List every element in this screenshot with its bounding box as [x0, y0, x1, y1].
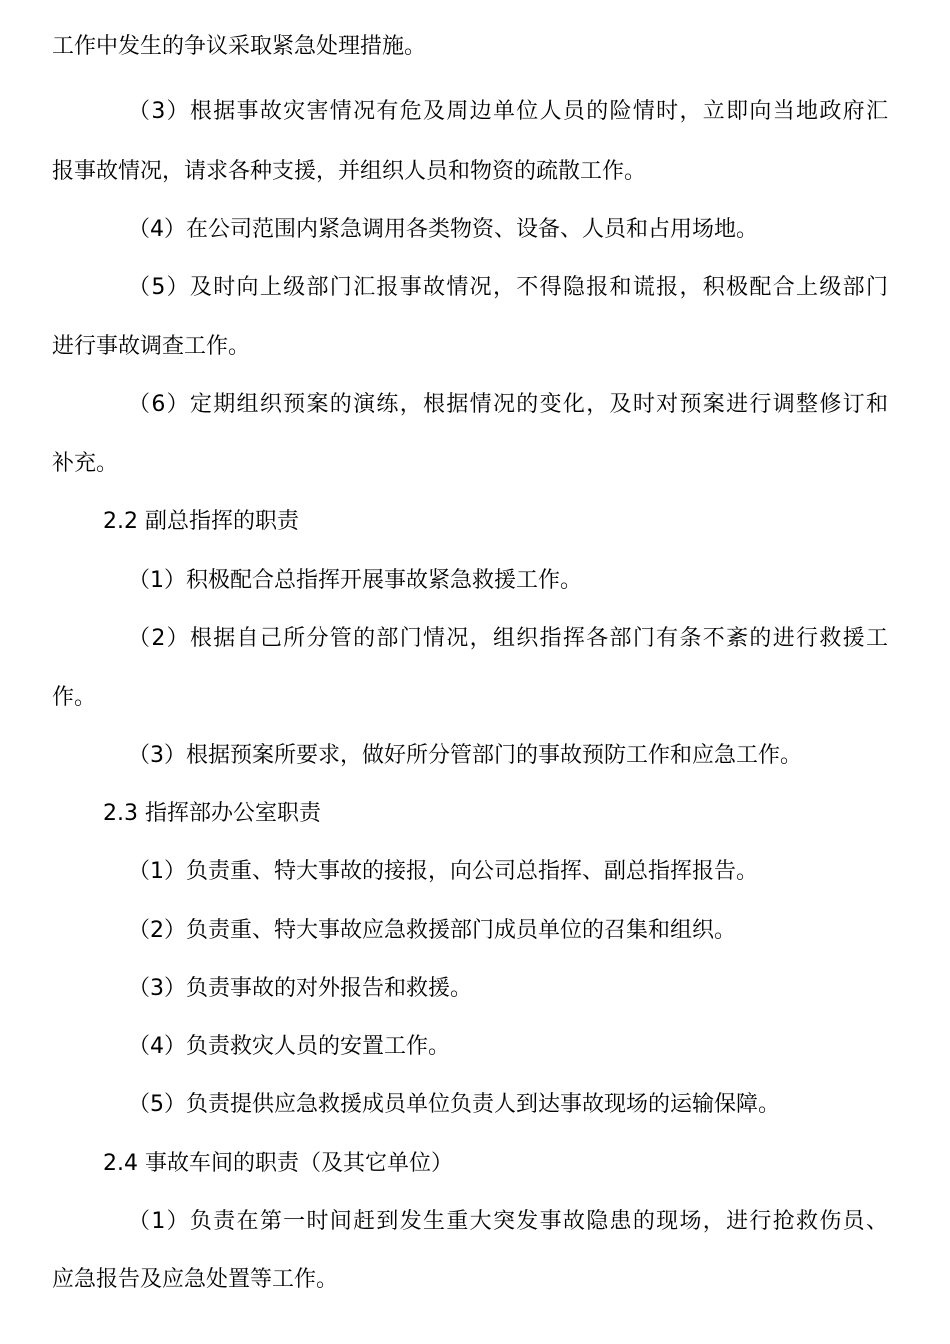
- paragraph-line: （1）负责在第一时间赶到发生重大突发事故隐患的现场，进行抢救伤员、: [128, 1209, 888, 1234]
- paragraph-line: 作。: [52, 685, 97, 710]
- paragraph-line: （3）根据事故灾害情况有危及周边单位人员的险情时，立即向当地政府汇: [128, 99, 888, 124]
- paragraph-line: （2）负责重、特大事故应急救援部门成员单位的召集和组织。: [128, 918, 736, 943]
- paragraph-line: （4）在公司范围内紧急调用各类物资、设备、人员和占用场地。: [128, 217, 758, 242]
- section-heading: 2.4 事故车间的职责（及其它单位）: [103, 1151, 453, 1176]
- paragraph-line: 报事故情况，请求各种支援，并组织人员和物资的疏散工作。: [52, 159, 647, 184]
- paragraph-line: （3）根据预案所要求，做好所分管部门的事故预防工作和应急工作。: [128, 743, 802, 768]
- paragraph-line: （6）定期组织预案的演练，根据情况的变化，及时对预案进行调整修订和: [128, 392, 888, 417]
- paragraph-line: （1）负责重、特大事故的接报，向公司总指挥、副总指挥报告。: [128, 859, 758, 884]
- section-heading: 2.3 指挥部办公室职责: [103, 801, 321, 826]
- paragraph-line: （2）根据自己所分管的部门情况，组织指挥各部门有条不紊的进行救援工: [128, 626, 888, 651]
- paragraph-line: 工作中发生的争议采取紧急处理措施。: [52, 34, 427, 59]
- paragraph-line: 进行事故调查工作。: [52, 334, 251, 359]
- paragraph-line: （3）负责事故的对外报告和救援。: [128, 976, 472, 1001]
- paragraph-line: （1）积极配合总指挥开展事故紧急救援工作。: [128, 568, 582, 593]
- paragraph-line: 应急报告及应急处置等工作。: [52, 1267, 339, 1292]
- section-heading: 2.2 副总指挥的职责: [103, 509, 299, 534]
- paragraph-line: 补充。: [52, 451, 119, 476]
- paragraph-line: （5）负责提供应急救援成员单位负责人到达事故现场的运输保障。: [128, 1092, 780, 1117]
- paragraph-line: （5）及时向上级部门汇报事故情况，不得隐报和谎报，积极配合上级部门: [128, 275, 888, 300]
- paragraph-line: （4）负责救灾人员的安置工作。: [128, 1034, 450, 1059]
